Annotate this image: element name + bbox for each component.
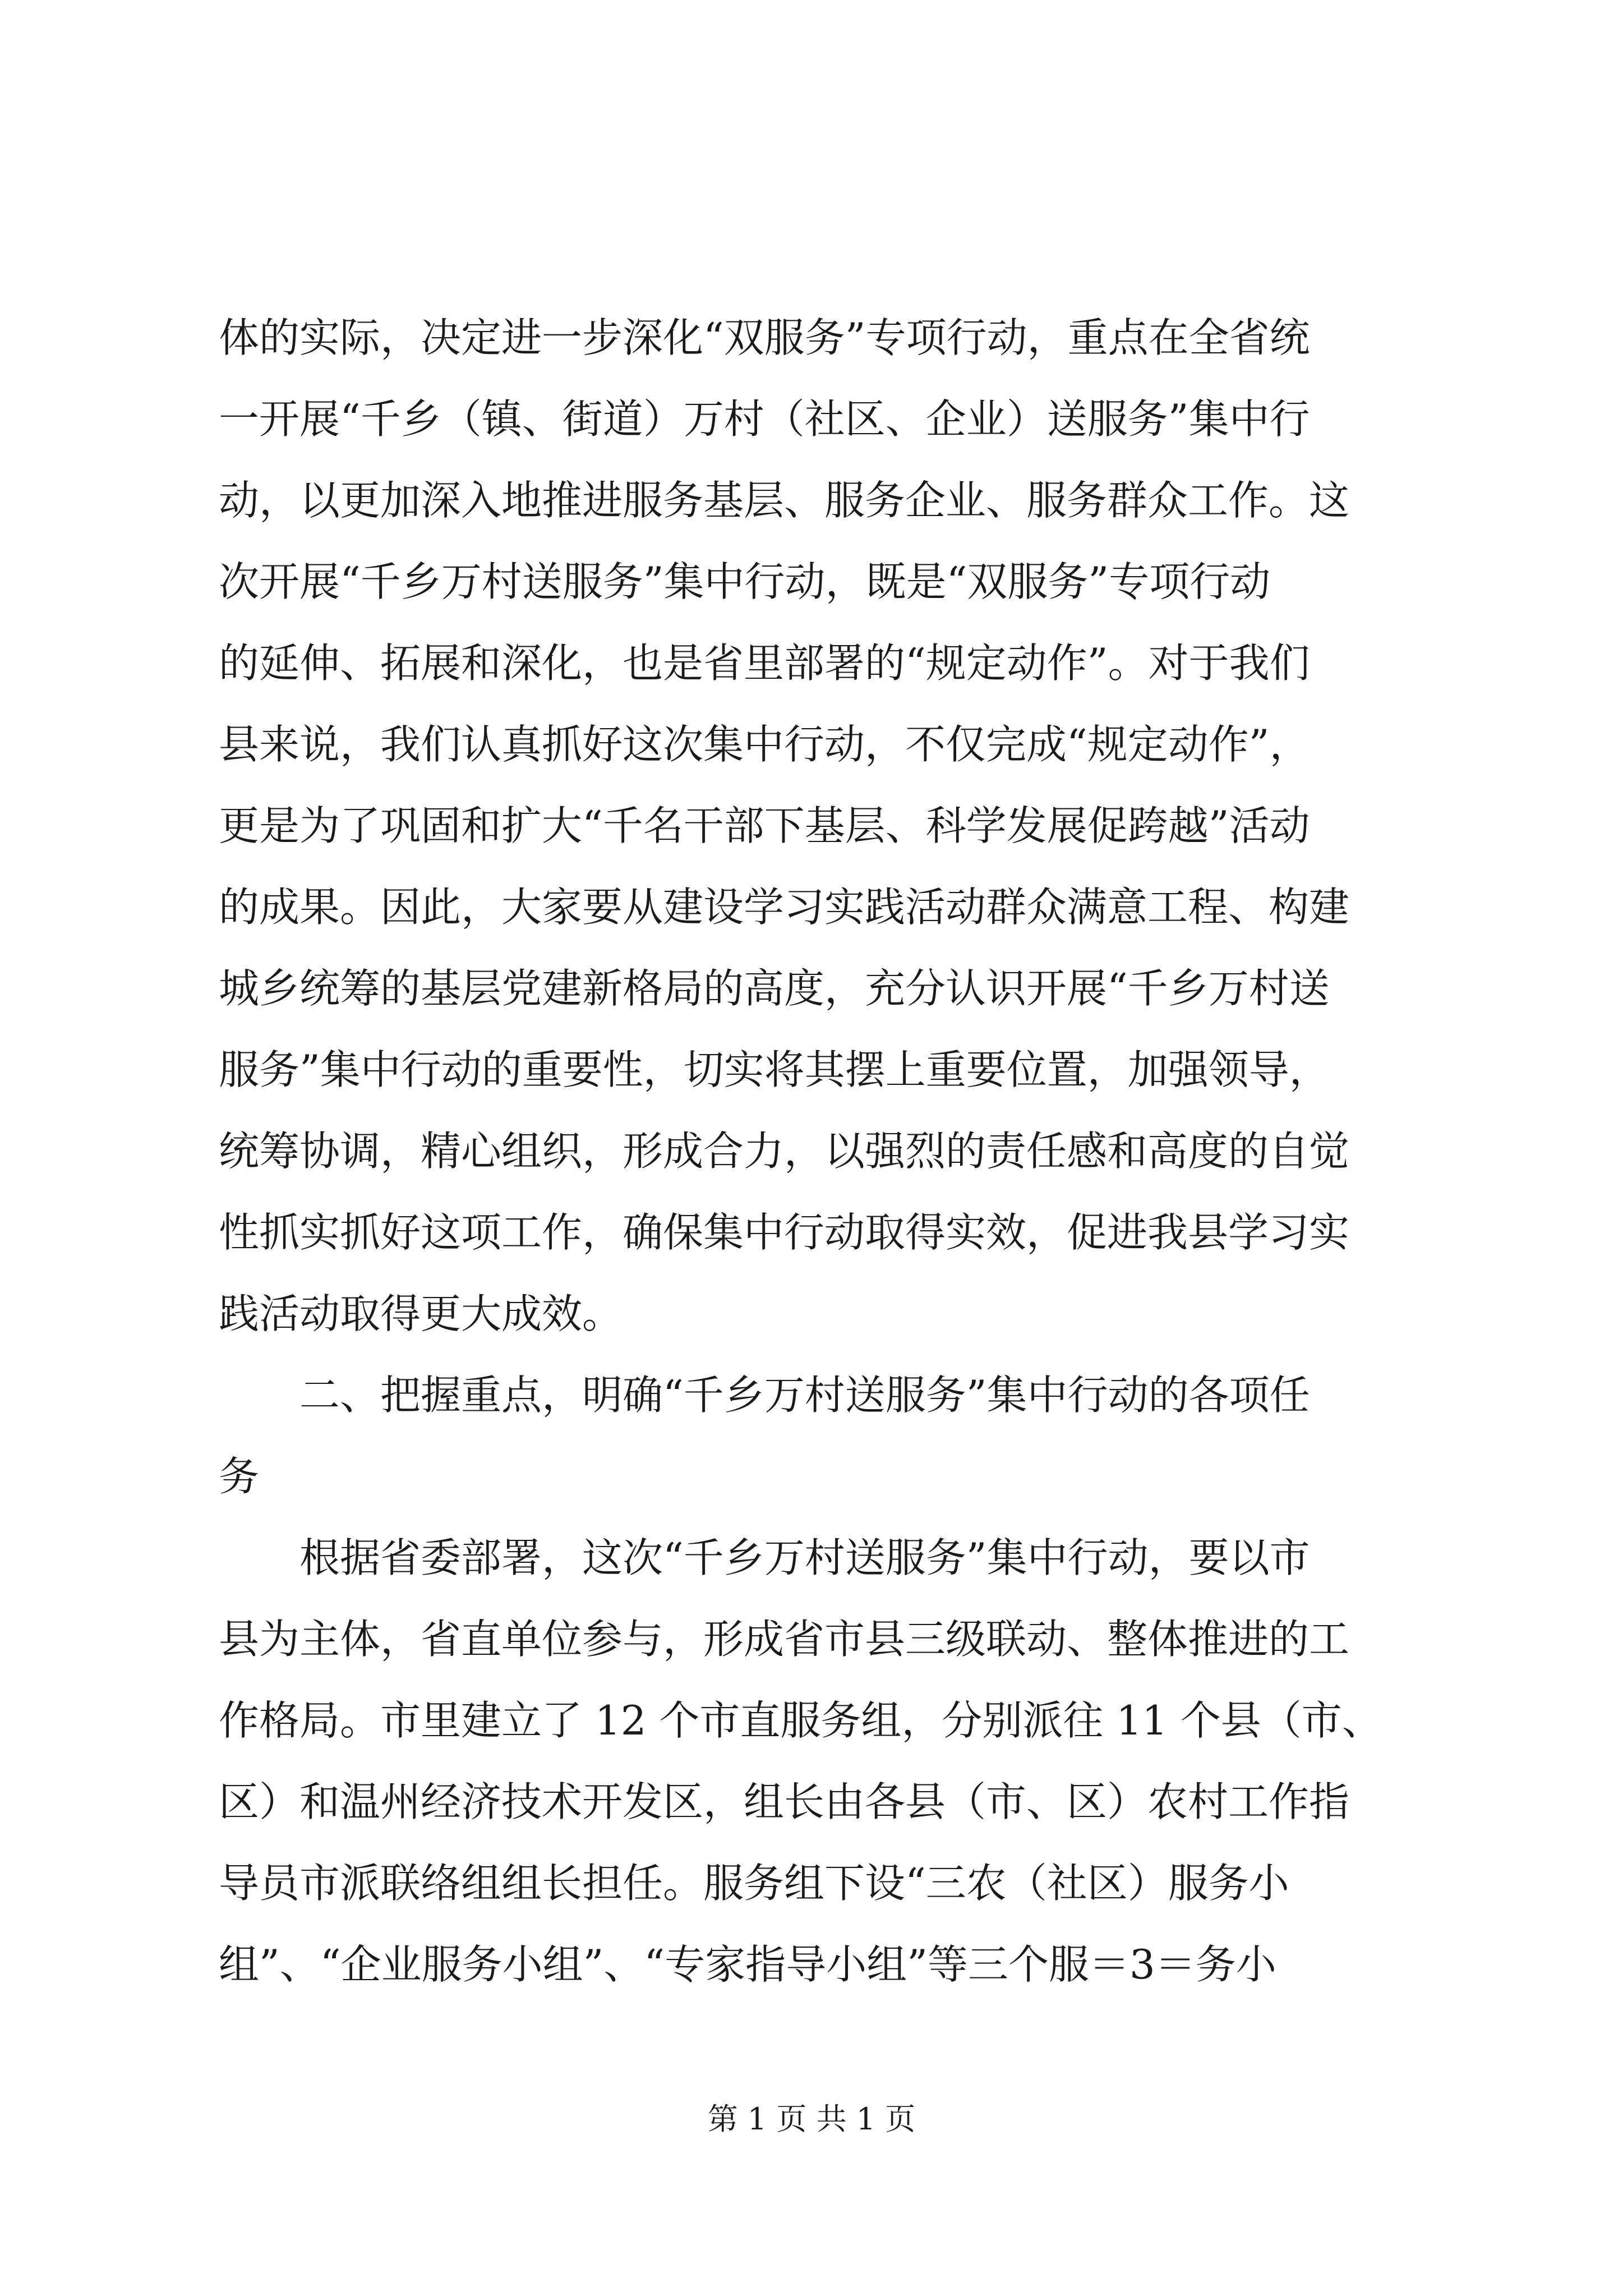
document-body bbox=[219, 297, 1430, 2005]
text-line: 性抓实抓好这项工作，确保集中行动取得实效，促进我县学习实 bbox=[219, 1209, 1350, 1256]
text-line: 动，以更加深入地推进服务基层、服务企业、服务群众工作。这 bbox=[219, 477, 1350, 524]
text-line: 区）和温州经济技术开发区，组长由各县（市、区）农村工作指 bbox=[219, 1778, 1350, 1825]
text-line: 的延伸、拓展和深化，也是省里部署的“规定动作”。对于我们 bbox=[219, 639, 1310, 687]
text-line: 导员市派联络组组长担任。服务组下设“三农（社区）服务小 bbox=[219, 1860, 1289, 1907]
section-heading-line: 务 bbox=[219, 1453, 260, 1500]
text-line: 根据省委部署，这次“千乡万村送服务”集中行动，要以市 bbox=[219, 1534, 1310, 1581]
text-line: 体的实际，决定进一步深化“双服务”专项行动，重点在全省统 bbox=[219, 314, 1310, 361]
text-line: 服务”集中行动的重要性，切实将其摆上重要位置，加强领导， bbox=[219, 1046, 1330, 1093]
text-line: 更是为了巩固和扩大“千名干部下基层、科学发展促跨越”活动 bbox=[219, 802, 1310, 849]
text-line: 统筹协调，精心组织，形成合力，以强烈的责任感和高度的自觉 bbox=[219, 1128, 1350, 1175]
section-heading-line: 二、把握重点，明确“千乡万村送服务”集中行动的各项任 bbox=[219, 1372, 1310, 1419]
text-line: 作格局。市里建立了 12 个市直服务组，分别派往 11 个县（市、 bbox=[219, 1697, 1382, 1744]
text-line: 城乡统筹的基层党建新格局的高度，充分认识开展“千乡万村送 bbox=[219, 965, 1330, 1012]
text-line: 次开展“千乡万村送服务”集中行动，既是“双服务”专项行动 bbox=[219, 558, 1271, 605]
text-line: 践活动取得更大成效。 bbox=[219, 1290, 623, 1337]
text-line: 的成果。因此，大家要从建设学习实践活动群众满意工程、构建 bbox=[219, 884, 1350, 931]
text-line: 县来说，我们认真抓好这次集中行动，不仅完成“规定动作”， bbox=[219, 721, 1310, 768]
page-footer: 第 1 页 共 1 页 bbox=[707, 2101, 916, 2137]
text-line: 一开展“千乡（镇、街道）万村（社区、企业）送服务”集中行 bbox=[219, 395, 1310, 443]
text-line: 县为主体，省直单位参与，形成省市县三级联动、整体推进的工 bbox=[219, 1616, 1350, 1663]
text-line: 组”、“企业服务小组”、“专家指导小组”等三个服＝3＝务小 bbox=[219, 1941, 1276, 1988]
